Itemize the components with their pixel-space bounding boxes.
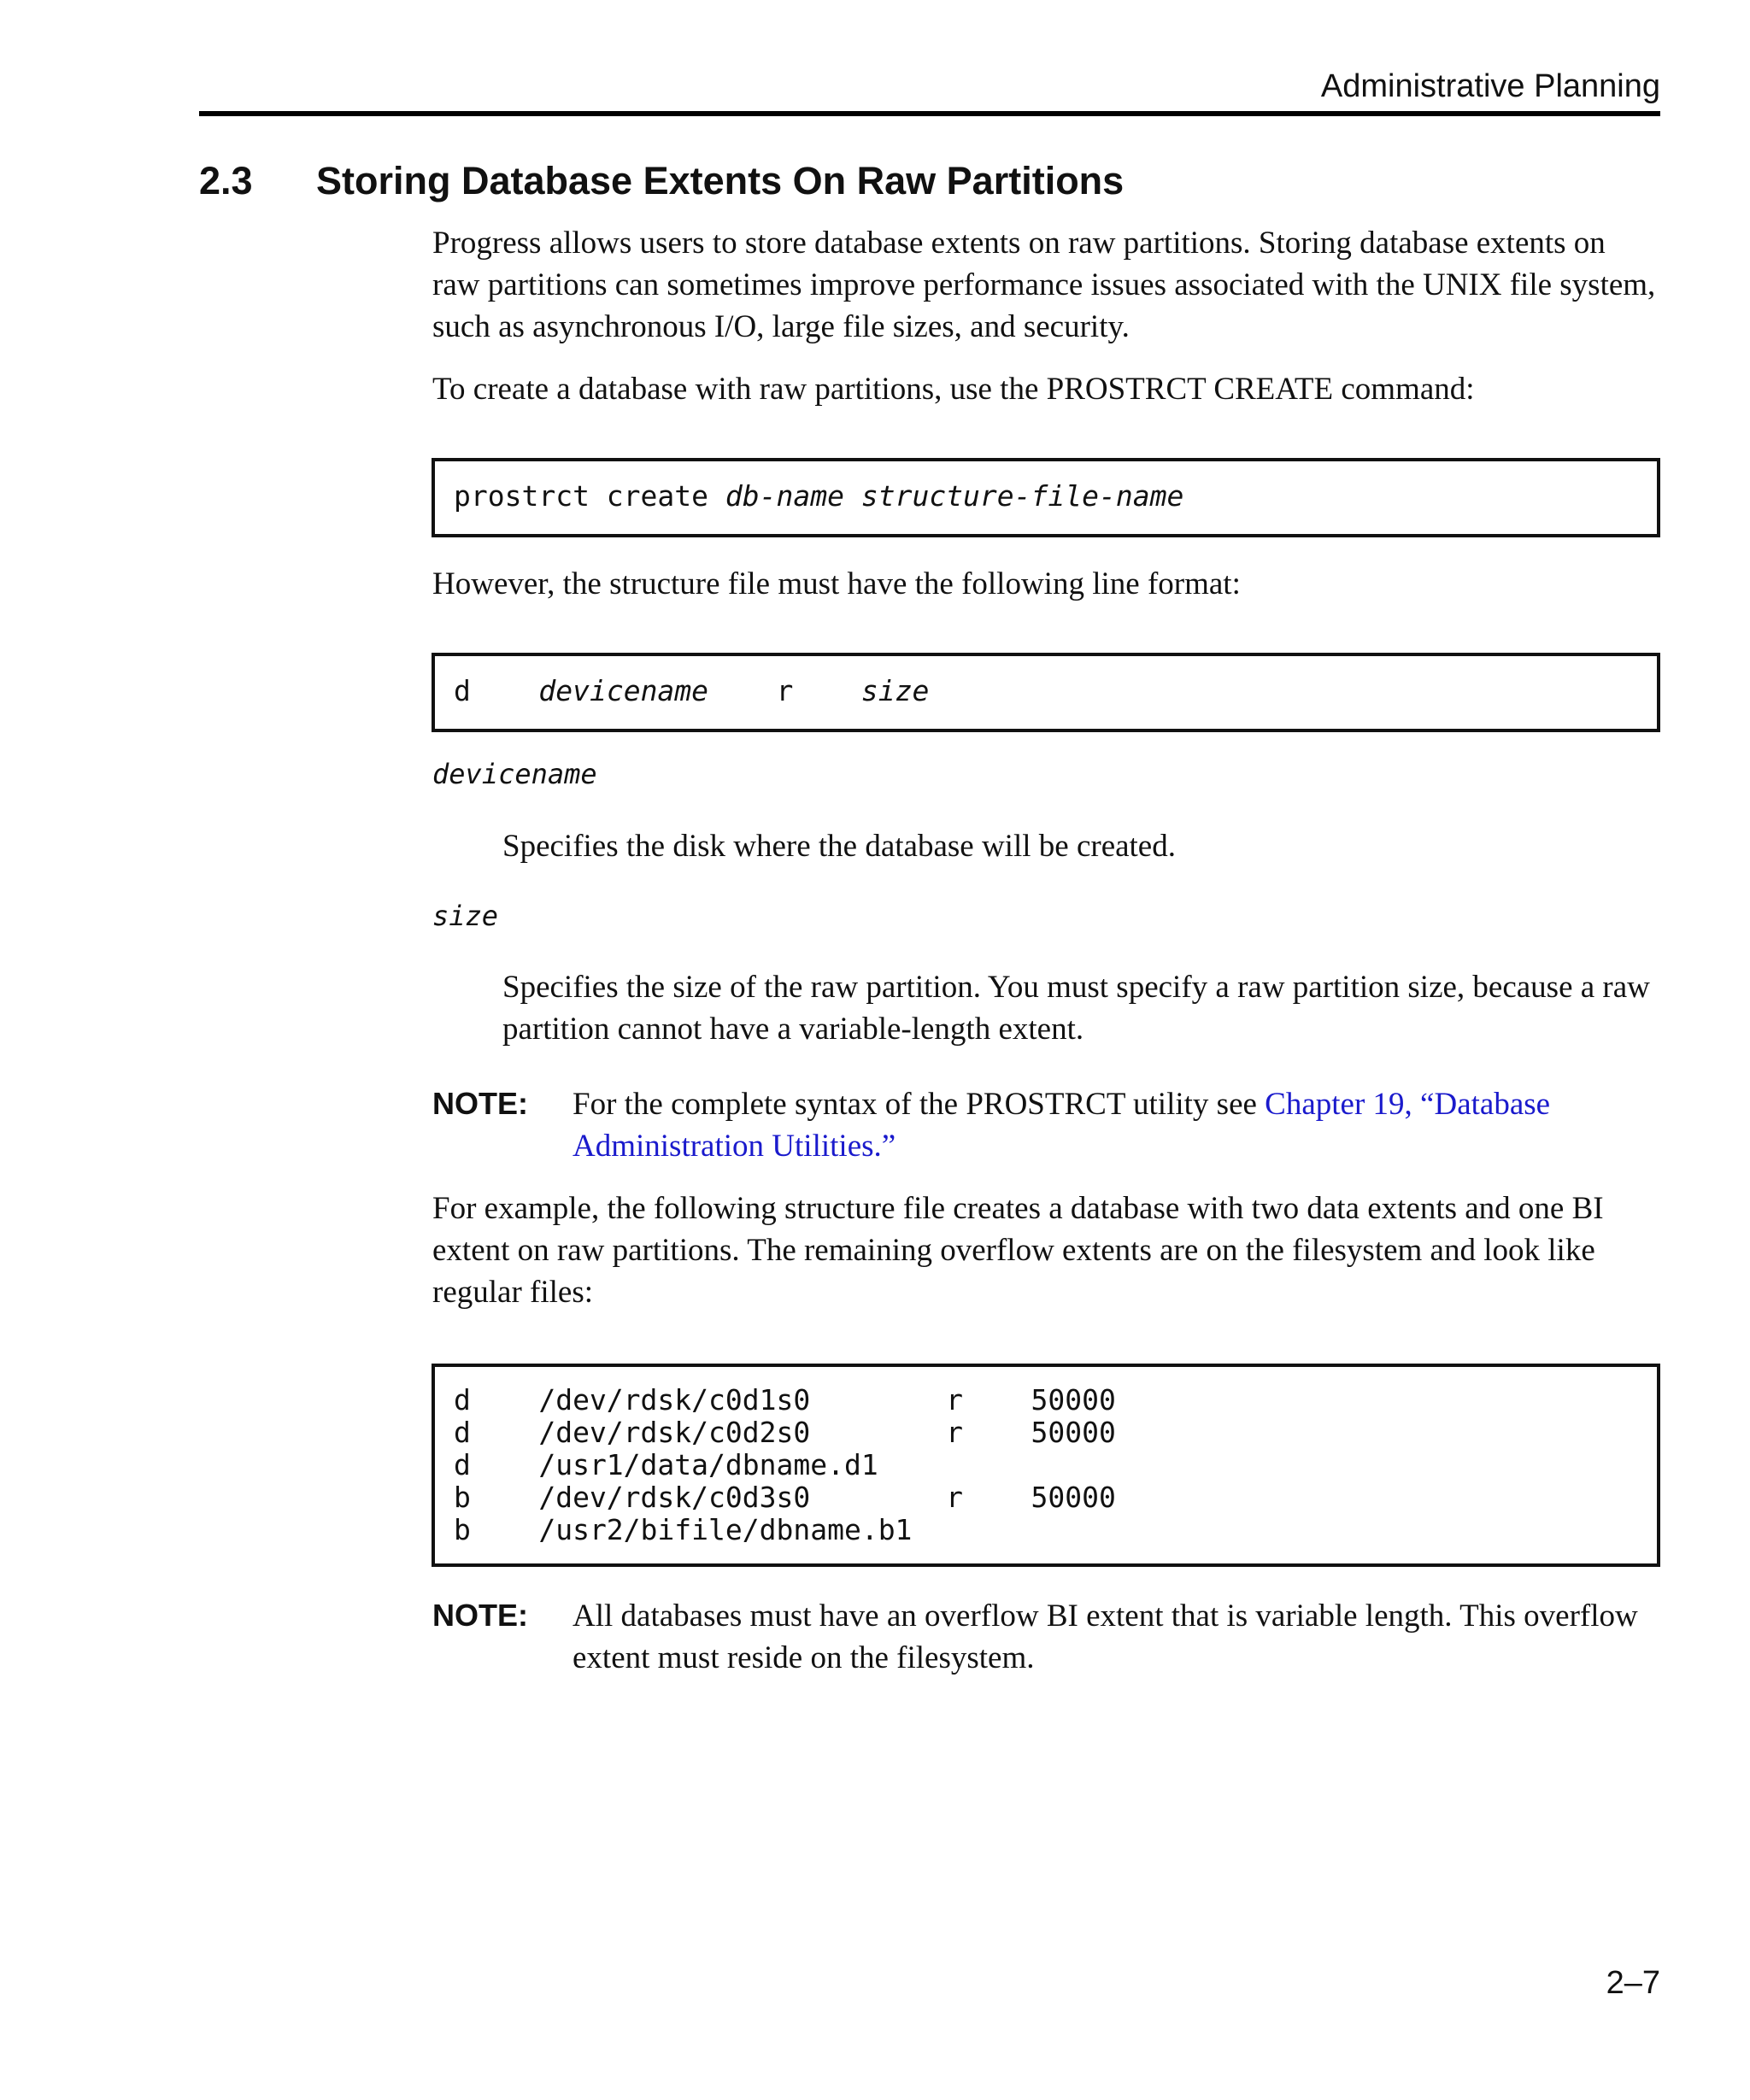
definition-term: size [432,900,499,932]
format-col-devicename: devicename [538,674,709,707]
format-col-d: d [454,674,471,707]
code-arg-db-name: db-name [725,479,844,513]
structure-format-intro: However, the structure file must have the following line format: [432,566,1241,601]
code-line: d /usr1/data/dbname.d1 [454,1448,878,1481]
note-label: NOTE: [432,1598,528,1633]
create-command-code-block [432,458,1660,537]
example-intro-paragraph: For example, the following structure file creates a database with two data extents and one BI extent on raw partitions. The remaining overflow extents are on the filesystem and look like regular files: [432,1191,1604,1310]
code-line: d /dev/rdsk/c0d2s0 r 50000 [454,1416,1116,1449]
page-number: 2–7 [1606,1965,1660,2001]
note-body: For the complete syntax of the PROSTRCT utility see [573,1087,1266,1122]
code-line: b /usr2/bifile/dbname.b1 [454,1513,913,1546]
definition-text: Specifies the size of the raw partition. You must specify a raw partition size, because a raw partition cannot have a variable-length extent. [502,970,1650,1047]
example-structure-code-block [432,1364,1660,1567]
section-title: Storing Database Extents On Raw Partitions [316,159,1125,202]
chapter-19-link[interactable]: Chapter 19, “Database Administration Utilities.” [573,1087,1551,1164]
header-rule [199,111,1660,116]
note-text [573,1083,1660,1167]
code-arg-structure-file: structure-file-name [860,479,1184,513]
section-heading [199,159,1124,203]
definition-text: Specifies the disk where the database will be created. [502,829,1176,864]
note-label: NOTE: [432,1086,528,1121]
structure-format-code-block [432,653,1660,732]
create-command-intro: To create a database with raw partitions, use the PROSTRCT CREATE command: [432,372,1475,407]
code-line: d /dev/rdsk/c0d1s0 r 50000 [454,1383,1116,1417]
code-command: prostrct create [454,479,709,513]
note-text: All databases must have an overflow BI extent that is variable length. This overflow extent must reside on the filesystem. [573,1598,1638,1675]
format-col-size: size [860,674,930,707]
section-number: 2.3 [199,159,253,202]
intro-paragraph: Progress allows users to store database extents on raw partitions. Storing database extents on raw partitions can sometimes improve performance issues associated with the UNIX file system, such as asynchronous I/O, large file sizes, and security. [432,226,1656,344]
format-col-r: r [776,674,794,707]
code-line: b /dev/rdsk/c0d3s0 r 50000 [454,1481,1116,1514]
running-header-title: Administrative Planning [1320,68,1660,104]
definition-term: devicename [432,758,597,790]
